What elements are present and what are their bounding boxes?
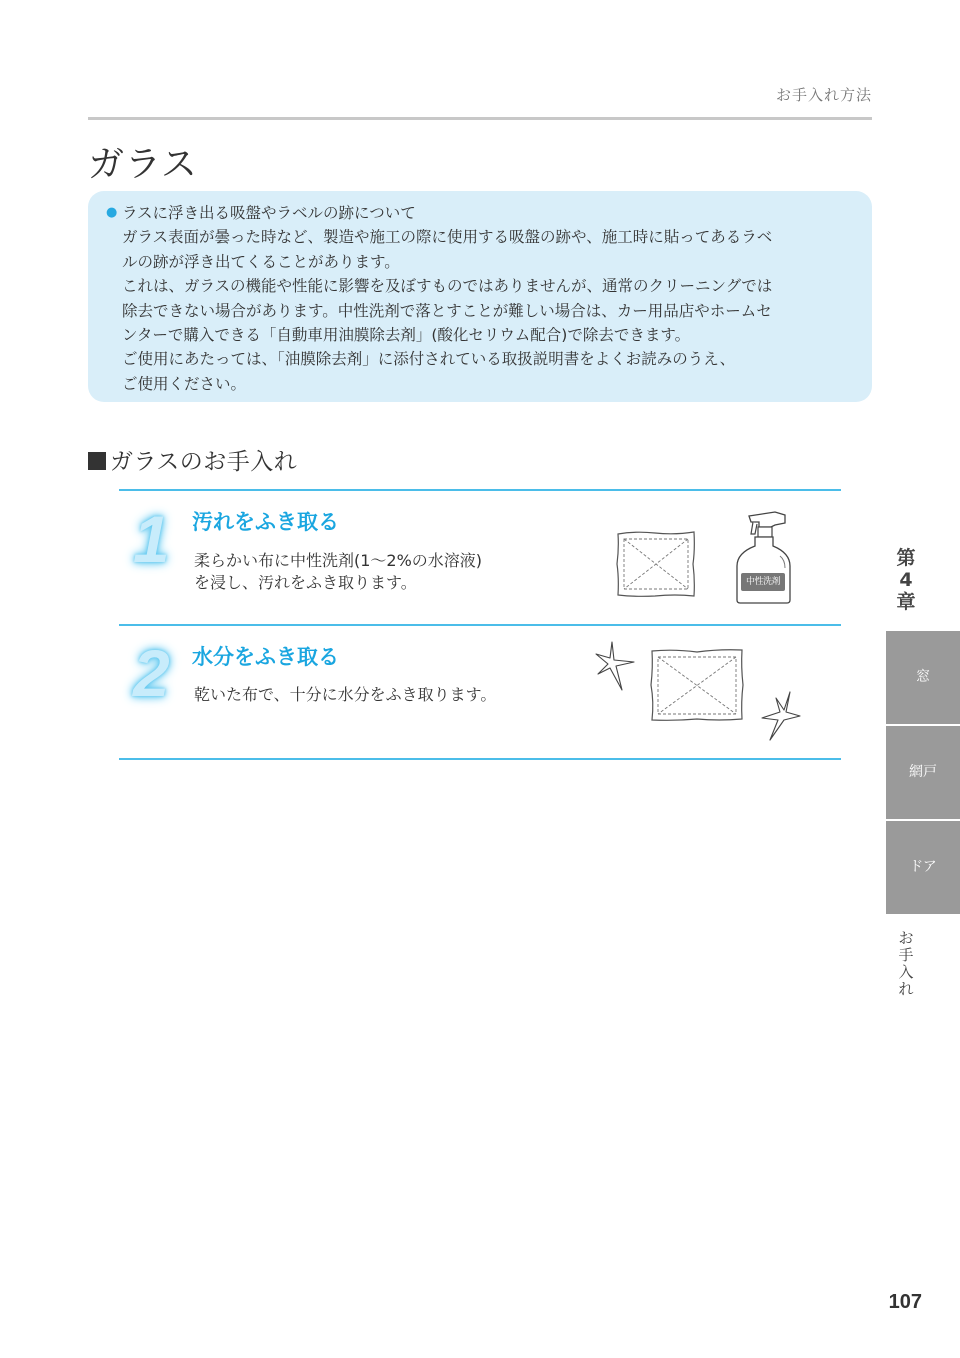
- note-line: ンターで購入できる「自動車用油膜除去剤」(酸化セリウム配合)で除去できます。: [122, 326, 691, 345]
- step-title: 水分をふき取る: [192, 645, 339, 669]
- note-line: これは、ガラスの機能や性能に影響を及ぼすものではありませんが、通常のクリーニングでは: [122, 277, 773, 296]
- tab-char: 手: [898, 946, 914, 964]
- note-line: 除去できない場合があります。中性洗剤で落とすことが難しい場合は、カー用品店やホームセ: [122, 301, 772, 320]
- step-divider: [119, 758, 841, 760]
- spray-bottle-icon: [733, 508, 795, 605]
- note-heading: ラスに浮き出る吸盤やラベルの跡について: [122, 204, 416, 222]
- tab-char: れ: [898, 980, 914, 998]
- chapter-char: 第: [896, 547, 916, 569]
- tab-screen[interactable]: [886, 726, 960, 819]
- step-description-line: 柔らかい布に中性洗剤(1～2%の水溶液): [194, 551, 483, 570]
- tab-label: 網戸: [909, 764, 937, 780]
- section-heading: [88, 443, 297, 476]
- page-number: 107: [888, 1291, 922, 1313]
- chapter-label: [886, 547, 926, 613]
- detergent-bottle-illustration: [733, 508, 795, 605]
- square-bullet-icon: [88, 452, 106, 470]
- sparkle-icon: [596, 640, 636, 692]
- step-description-line: を浸し、汚れをふき取ります。: [194, 573, 417, 592]
- note-item: [106, 201, 850, 396]
- step-title: 汚れをふき取る: [192, 510, 339, 534]
- note-line: ルの跡が浮き出てくることがあります。: [122, 252, 400, 271]
- tab-window[interactable]: [886, 631, 960, 724]
- step-description-line: 乾いた布で、十分に水分をふき取ります。: [194, 685, 497, 704]
- sparkle-icon: [760, 690, 802, 742]
- cloth-illustration: [615, 530, 697, 598]
- chapter-char: 章: [896, 591, 916, 613]
- page-title: ガラス: [88, 144, 198, 185]
- bullet-icon: ●: [106, 205, 118, 220]
- tab-char: 入: [898, 963, 914, 981]
- step-number: 2: [133, 636, 170, 710]
- tab-label: 窓: [916, 669, 930, 685]
- tab-door[interactable]: [886, 821, 960, 914]
- step-divider: [119, 489, 841, 491]
- dry-cloth-illustration: [649, 647, 745, 723]
- chapter-char: 4: [899, 569, 913, 591]
- note-box: [88, 191, 872, 402]
- tab-char: お: [898, 929, 914, 947]
- note-line: ご使用にあたっては、「油膜除去剤」に添付されている取扱説明書をよくお読みのうえ、: [122, 350, 736, 369]
- bottle-label: 中性洗剤: [745, 577, 780, 587]
- step-divider: [119, 624, 841, 626]
- note-line: ガラス表面が曇った時など、製造や施工の際に使用する吸盤の跡や、施工時に貼ってあるラベ: [122, 228, 773, 247]
- section-heading-text: ガラスのお手入れ: [110, 449, 298, 475]
- tab-label: ドア: [909, 859, 937, 875]
- header-section-label: お手入れ方法: [775, 86, 872, 104]
- note-body: [122, 201, 850, 396]
- step-number: 1: [133, 502, 170, 576]
- header-rule: [88, 117, 872, 120]
- step-description: [194, 684, 496, 706]
- tab-care-active[interactable]: [886, 930, 926, 998]
- note-line: ご使用ください。: [122, 374, 247, 393]
- step-description: [194, 550, 482, 594]
